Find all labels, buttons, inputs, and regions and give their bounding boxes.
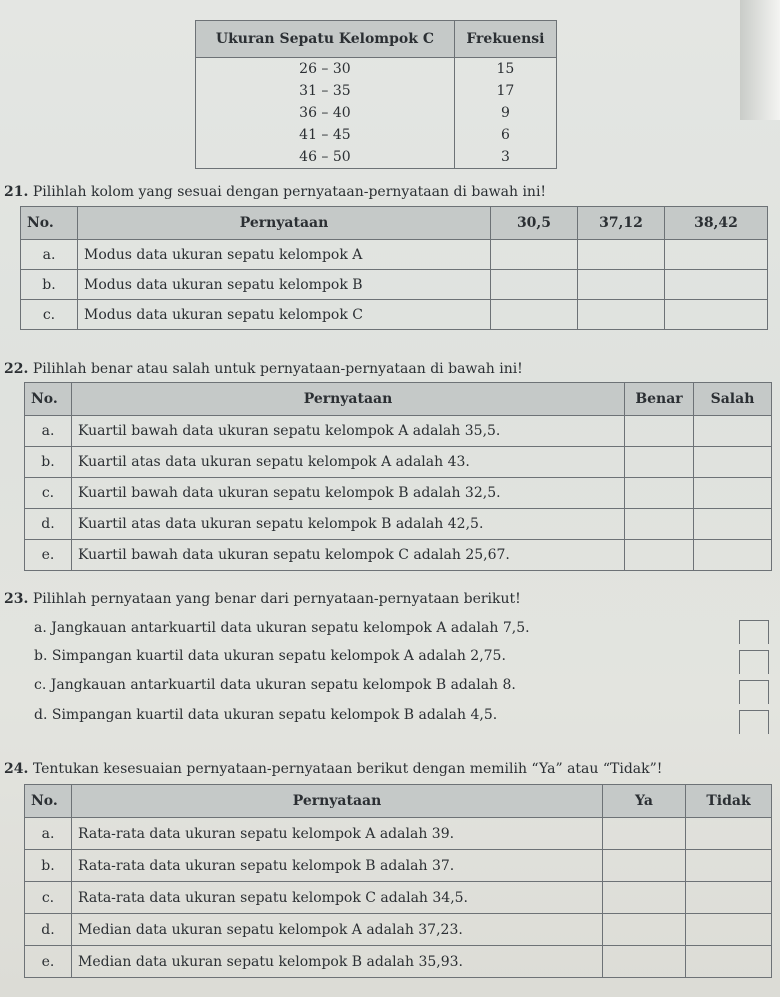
true-cell[interactable] xyxy=(625,478,694,509)
q23-checkbox-a[interactable] xyxy=(739,620,769,644)
row-no: d. xyxy=(25,914,72,946)
table-row xyxy=(196,124,557,146)
answer-cell[interactable] xyxy=(578,270,665,300)
answer-cell[interactable] xyxy=(491,240,578,270)
header-statement: Pernyataan xyxy=(72,785,603,818)
table-row xyxy=(21,300,768,330)
question-text: Pilihlah pernyataan yang benar dari pernyataan-pernyataan berikut! xyxy=(32,591,521,607)
row-statement: Kuartil atas data ukuran sepatu kelompok A adalah 43. xyxy=(72,447,625,478)
row-statement: Median data ukuran sepatu kelompok B adalah 35,93. xyxy=(72,946,603,978)
row-no: d. xyxy=(25,509,72,540)
question-21 xyxy=(4,184,546,200)
yes-cell[interactable] xyxy=(603,946,686,978)
row-statement: Rata-rata data ukuran sepatu kelompok A adalah 39. xyxy=(72,818,603,850)
table-row xyxy=(25,946,772,978)
header-30-5: 30,5 xyxy=(491,207,578,240)
true-cell[interactable] xyxy=(625,509,694,540)
table-row xyxy=(25,478,772,509)
row-no: a. xyxy=(25,416,72,447)
row-statement: Kuartil atas data ukuran sepatu kelompok B adalah 42,5. xyxy=(72,509,625,540)
row-statement: Kuartil bawah data ukuran sepatu kelompok B adalah 32,5. xyxy=(72,478,625,509)
table-row xyxy=(196,58,557,81)
question-text: Tentukan kesesuaian pernyataan-pernyataan berikut dengan memilih “Ya” atau “Tidak”! xyxy=(32,761,663,777)
true-cell[interactable] xyxy=(625,540,694,571)
no-cell[interactable] xyxy=(686,818,772,850)
header-statement: Pernyataan xyxy=(72,383,625,416)
table-row xyxy=(196,146,557,169)
row-no: a. xyxy=(25,818,72,850)
answer-cell[interactable] xyxy=(665,300,768,330)
q23-checkbox-c[interactable] xyxy=(739,680,769,704)
question-number: 23. xyxy=(4,591,29,607)
table-row xyxy=(25,850,772,882)
header-38-42: 38,42 xyxy=(665,207,768,240)
table-row xyxy=(21,270,768,300)
row-no: b. xyxy=(21,270,78,300)
answer-cell[interactable] xyxy=(665,240,768,270)
question-number: 22. xyxy=(4,361,29,377)
header-no: No. xyxy=(21,207,78,240)
q23-option-a: a. Jangkauan antarkuartil data ukuran sepatu kelompok A adalah 7,5. xyxy=(34,620,530,636)
q23-checkbox-d[interactable] xyxy=(739,710,769,734)
row-no: e. xyxy=(25,946,72,978)
header-true: Benar xyxy=(625,383,694,416)
true-cell[interactable] xyxy=(625,447,694,478)
no-cell[interactable] xyxy=(686,946,772,978)
q23-option-d: d. Simpangan kuartil data ukuran sepatu kelompok B adalah 4,5. xyxy=(34,707,498,723)
false-cell[interactable] xyxy=(694,540,772,571)
no-cell[interactable] xyxy=(686,850,772,882)
table-row xyxy=(25,914,772,946)
row-statement: Modus data ukuran sepatu kelompok C xyxy=(78,300,491,330)
size-range: 31 – 35 xyxy=(196,80,455,102)
header-no-answer: Tidak xyxy=(686,785,772,818)
false-cell[interactable] xyxy=(694,416,772,447)
size-range: 46 – 50 xyxy=(196,146,455,169)
table-row xyxy=(25,509,772,540)
table-row xyxy=(21,240,768,270)
answer-cell[interactable] xyxy=(665,270,768,300)
table-row xyxy=(25,540,772,571)
freq-header-frequency: Frekuensi xyxy=(454,21,556,58)
row-no: c. xyxy=(21,300,78,330)
question-text: Pilihlah benar atau salah untuk pernyataan-pernyataan di bawah ini! xyxy=(32,361,523,377)
size-range: 36 – 40 xyxy=(196,102,455,124)
row-statement: Kuartil bawah data ukuran sepatu kelompok C adalah 25,67. xyxy=(72,540,625,571)
table-row xyxy=(25,882,772,914)
q23-checkbox-b[interactable] xyxy=(739,650,769,674)
yes-cell[interactable] xyxy=(603,818,686,850)
header-no: No. xyxy=(25,383,72,416)
row-statement: Median data ukuran sepatu kelompok A adalah 37,23. xyxy=(72,914,603,946)
header-statement: Pernyataan xyxy=(78,207,491,240)
q22-table xyxy=(24,382,772,571)
q23-option-c: c. Jangkauan antarkuartil data ukuran sepatu kelompok B adalah 8. xyxy=(34,677,516,693)
false-cell[interactable] xyxy=(694,509,772,540)
table-row xyxy=(25,818,772,850)
row-no: b. xyxy=(25,850,72,882)
q24-table xyxy=(24,784,772,978)
row-statement: Modus data ukuran sepatu kelompok A xyxy=(78,240,491,270)
frequency: 15 xyxy=(454,58,556,81)
no-cell[interactable] xyxy=(686,882,772,914)
question-number: 24. xyxy=(4,761,29,777)
row-statement: Rata-rata data ukuran sepatu kelompok C adalah 34,5. xyxy=(72,882,603,914)
yes-cell[interactable] xyxy=(603,914,686,946)
question-number: 21. xyxy=(4,184,29,200)
answer-cell[interactable] xyxy=(491,300,578,330)
q21-table xyxy=(20,206,768,330)
answer-cell[interactable] xyxy=(578,300,665,330)
size-range: 41 – 45 xyxy=(196,124,455,146)
question-23 xyxy=(4,591,521,607)
frequency: 6 xyxy=(454,124,556,146)
freq-header-size: Ukuran Sepatu Kelompok C xyxy=(196,21,455,58)
row-no: e. xyxy=(25,540,72,571)
row-no: c. xyxy=(25,478,72,509)
question-22 xyxy=(4,361,523,377)
frequency: 17 xyxy=(454,80,556,102)
q23-option-b: b. Simpangan kuartil data ukuran sepatu kelompok A adalah 2,75. xyxy=(34,648,506,664)
page-corner xyxy=(740,0,780,120)
false-cell[interactable] xyxy=(694,478,772,509)
frequency-table xyxy=(195,20,557,169)
table-row xyxy=(196,80,557,102)
frequency: 9 xyxy=(454,102,556,124)
header-yes: Ya xyxy=(603,785,686,818)
yes-cell[interactable] xyxy=(603,882,686,914)
size-range: 26 – 30 xyxy=(196,58,455,81)
header-false: Salah xyxy=(694,383,772,416)
question-text: Pilihlah kolom yang sesuai dengan pernyataan-pernyataan di bawah ini! xyxy=(32,184,547,200)
row-statement: Modus data ukuran sepatu kelompok B xyxy=(78,270,491,300)
no-cell[interactable] xyxy=(686,914,772,946)
true-cell[interactable] xyxy=(625,416,694,447)
header-37-12: 37,12 xyxy=(578,207,665,240)
row-no: a. xyxy=(21,240,78,270)
question-24 xyxy=(4,761,662,777)
answer-cell[interactable] xyxy=(491,270,578,300)
row-statement: Kuartil bawah data ukuran sepatu kelompok A adalah 35,5. xyxy=(72,416,625,447)
table-row xyxy=(25,447,772,478)
table-row xyxy=(25,416,772,447)
table-row xyxy=(196,102,557,124)
frequency: 3 xyxy=(454,146,556,169)
row-no: b. xyxy=(25,447,72,478)
row-no: c. xyxy=(25,882,72,914)
yes-cell[interactable] xyxy=(603,850,686,882)
false-cell[interactable] xyxy=(694,447,772,478)
answer-cell[interactable] xyxy=(578,240,665,270)
row-statement: Rata-rata data ukuran sepatu kelompok B adalah 37. xyxy=(72,850,603,882)
header-no: No. xyxy=(25,785,72,818)
